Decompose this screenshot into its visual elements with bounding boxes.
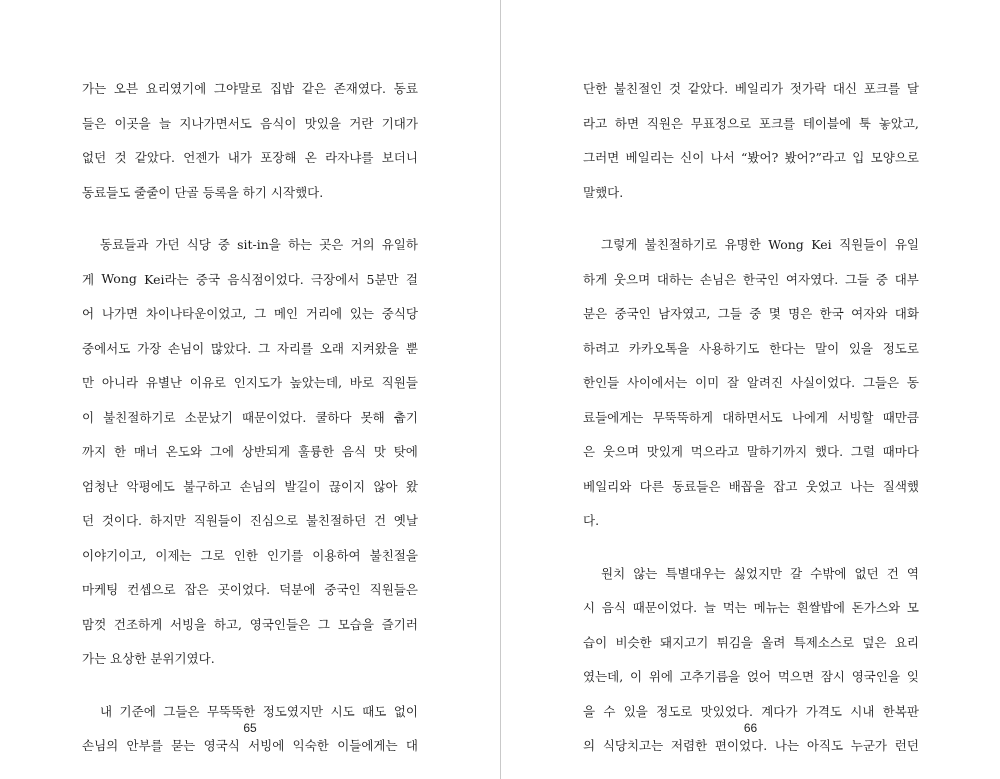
text-line: 엄청난 악평에도 불구하고 손님의 발길이 끊이지 않아 왔 <box>82 478 418 494</box>
text-line: 내 기준에 그들은 무뚝뚝한 정도였지만 시도 때도 없이 <box>100 703 418 719</box>
text-line: 시 음식 때문이었다. 늘 먹는 메뉴는 흰쌀밥에 돈가스와 모 <box>583 600 919 615</box>
text-line: 손님의 안부를 묻는 영국식 서빙에 익숙한 이들에게는 대 <box>82 738 418 753</box>
page-number-left: 65 <box>243 721 257 735</box>
text-line: 마케팅 컨셉으로 잡은 곳이었다. 덕분에 중국인 직원들은 <box>82 582 418 597</box>
text-line: 중에서도 가장 손님이 많았다. 그 자리를 오래 지켜왔을 뿐 <box>82 340 418 356</box>
text-line: 단한 불친절인 것 같았다. 베일리가 젓가락 대신 포크를 달 <box>583 81 919 96</box>
text-line: 들은 이곳을 늘 지나가면서도 음식이 맛있을 거란 기대가 <box>82 115 418 131</box>
text-line: 맘껏 건조하게 서빙을 하고, 영국인들은 그 모습을 즐기러 <box>82 616 418 632</box>
text-line: 가는 요상한 분위기였다. <box>82 651 215 666</box>
text-line: 던 것이다. 하지만 직원들이 진심으로 불친절하던 건 옛날 <box>82 513 418 528</box>
text-line: 의 식당치고는 저렴한 편이었다. 나는 아직도 누군가 런던 <box>583 738 919 753</box>
text-line: 베일리와 다른 동료들은 배꼽을 잡고 웃었고 나는 질색했 <box>583 478 919 494</box>
text-line: 료들에게는 무뚝뚝하게 대하면서도 나에게 서빙할 때만큼 <box>583 409 919 425</box>
text-line: 습이 비슷한 돼지고기 튀김을 올려 특제소스로 덮은 요리 <box>583 634 919 650</box>
text-line: 만 아니라 유별난 이유로 인지도가 높았는데, 바로 직원들 <box>82 375 418 390</box>
text-line: 없던 것 같았다. 언젠가 내가 포장해 온 라자냐를 보더니 <box>82 150 418 165</box>
text-line: 그렇게 불친절하기로 유명한 Wong Kei 직원들이 유일 <box>601 236 919 252</box>
text-line: 원치 않는 특별대우는 싫었지만 갈 수밖에 없던 건 역 <box>601 565 919 581</box>
right-page-text <box>583 76 919 768</box>
text-line: 하게 웃으며 대하는 손님은 한국인 여자였다. 그들 중 대부 <box>583 271 919 287</box>
text-line: 다. <box>583 513 600 528</box>
text-line: 그러면 베일리는 신이 나서 “봤어? 봤어?”라고 입 모양으로 <box>583 150 919 165</box>
text-line: 까지 한 매너 온도와 그에 상반되게 훌륭한 음식 맛 탓에 <box>82 444 418 459</box>
text-line: 가는 오븐 요리였기에 그야말로 집밥 같은 존재였다. 동료 <box>82 81 418 96</box>
text-line: 하려고 카카오톡을 사용하기도 한다는 말이 있을 정도로 <box>583 340 919 356</box>
text-line: 한인들 사이에서는 이미 잘 알려진 사실이었다. 그들은 동 <box>583 375 919 390</box>
left-page-text <box>82 76 418 768</box>
text-line: 을 수 있을 정도로 맛있었다. 계다가 가격도 시내 한복판 <box>583 703 919 719</box>
text-line: 이야기이고, 이제는 그로 인한 인기를 이용하여 불친절을 <box>82 547 418 563</box>
text-line: 였는데, 이 위에 고추기름을 얹어 먹으면 잠시 영국인을 잊 <box>583 669 919 684</box>
right-page <box>501 0 1000 779</box>
text-line: 동료들도 줄줄이 단골 등록을 하기 시작했다. <box>82 184 324 200</box>
paragraph-gap <box>82 214 418 232</box>
text-line: 게 Wong Kei라는 중국 음식점이었다. 극장에서 5분만 걸 <box>82 271 418 287</box>
text-line: 라고 하면 직원은 무표정으로 포크를 테이블에 툭 놓았고, <box>583 115 919 131</box>
text-line: 말했다. <box>583 184 624 200</box>
page-number-right: 66 <box>743 721 758 735</box>
text-line: 어 나가면 차이나타운이었고, 그 메인 거리에 있는 중식당 <box>82 306 418 321</box>
text-line: 동료들과 가던 식당 중 sit-in을 하는 곳은 거의 유일하 <box>100 237 418 252</box>
text-line: 은 웃으며 맛있게 먹으라고 말하기까지 했다. 그럴 때마다 <box>583 444 919 459</box>
paragraph-gap <box>583 214 919 232</box>
paragraph-gap <box>583 543 919 561</box>
text-line: 분은 중국인 남자였고, 그들 중 몇 명은 한국 여자와 대화 <box>583 306 919 321</box>
paragraph-gap <box>82 681 418 699</box>
text-line: 이 불친절하기로 소문났기 때문이었다. 쿨하다 못해 춥기 <box>82 409 418 425</box>
